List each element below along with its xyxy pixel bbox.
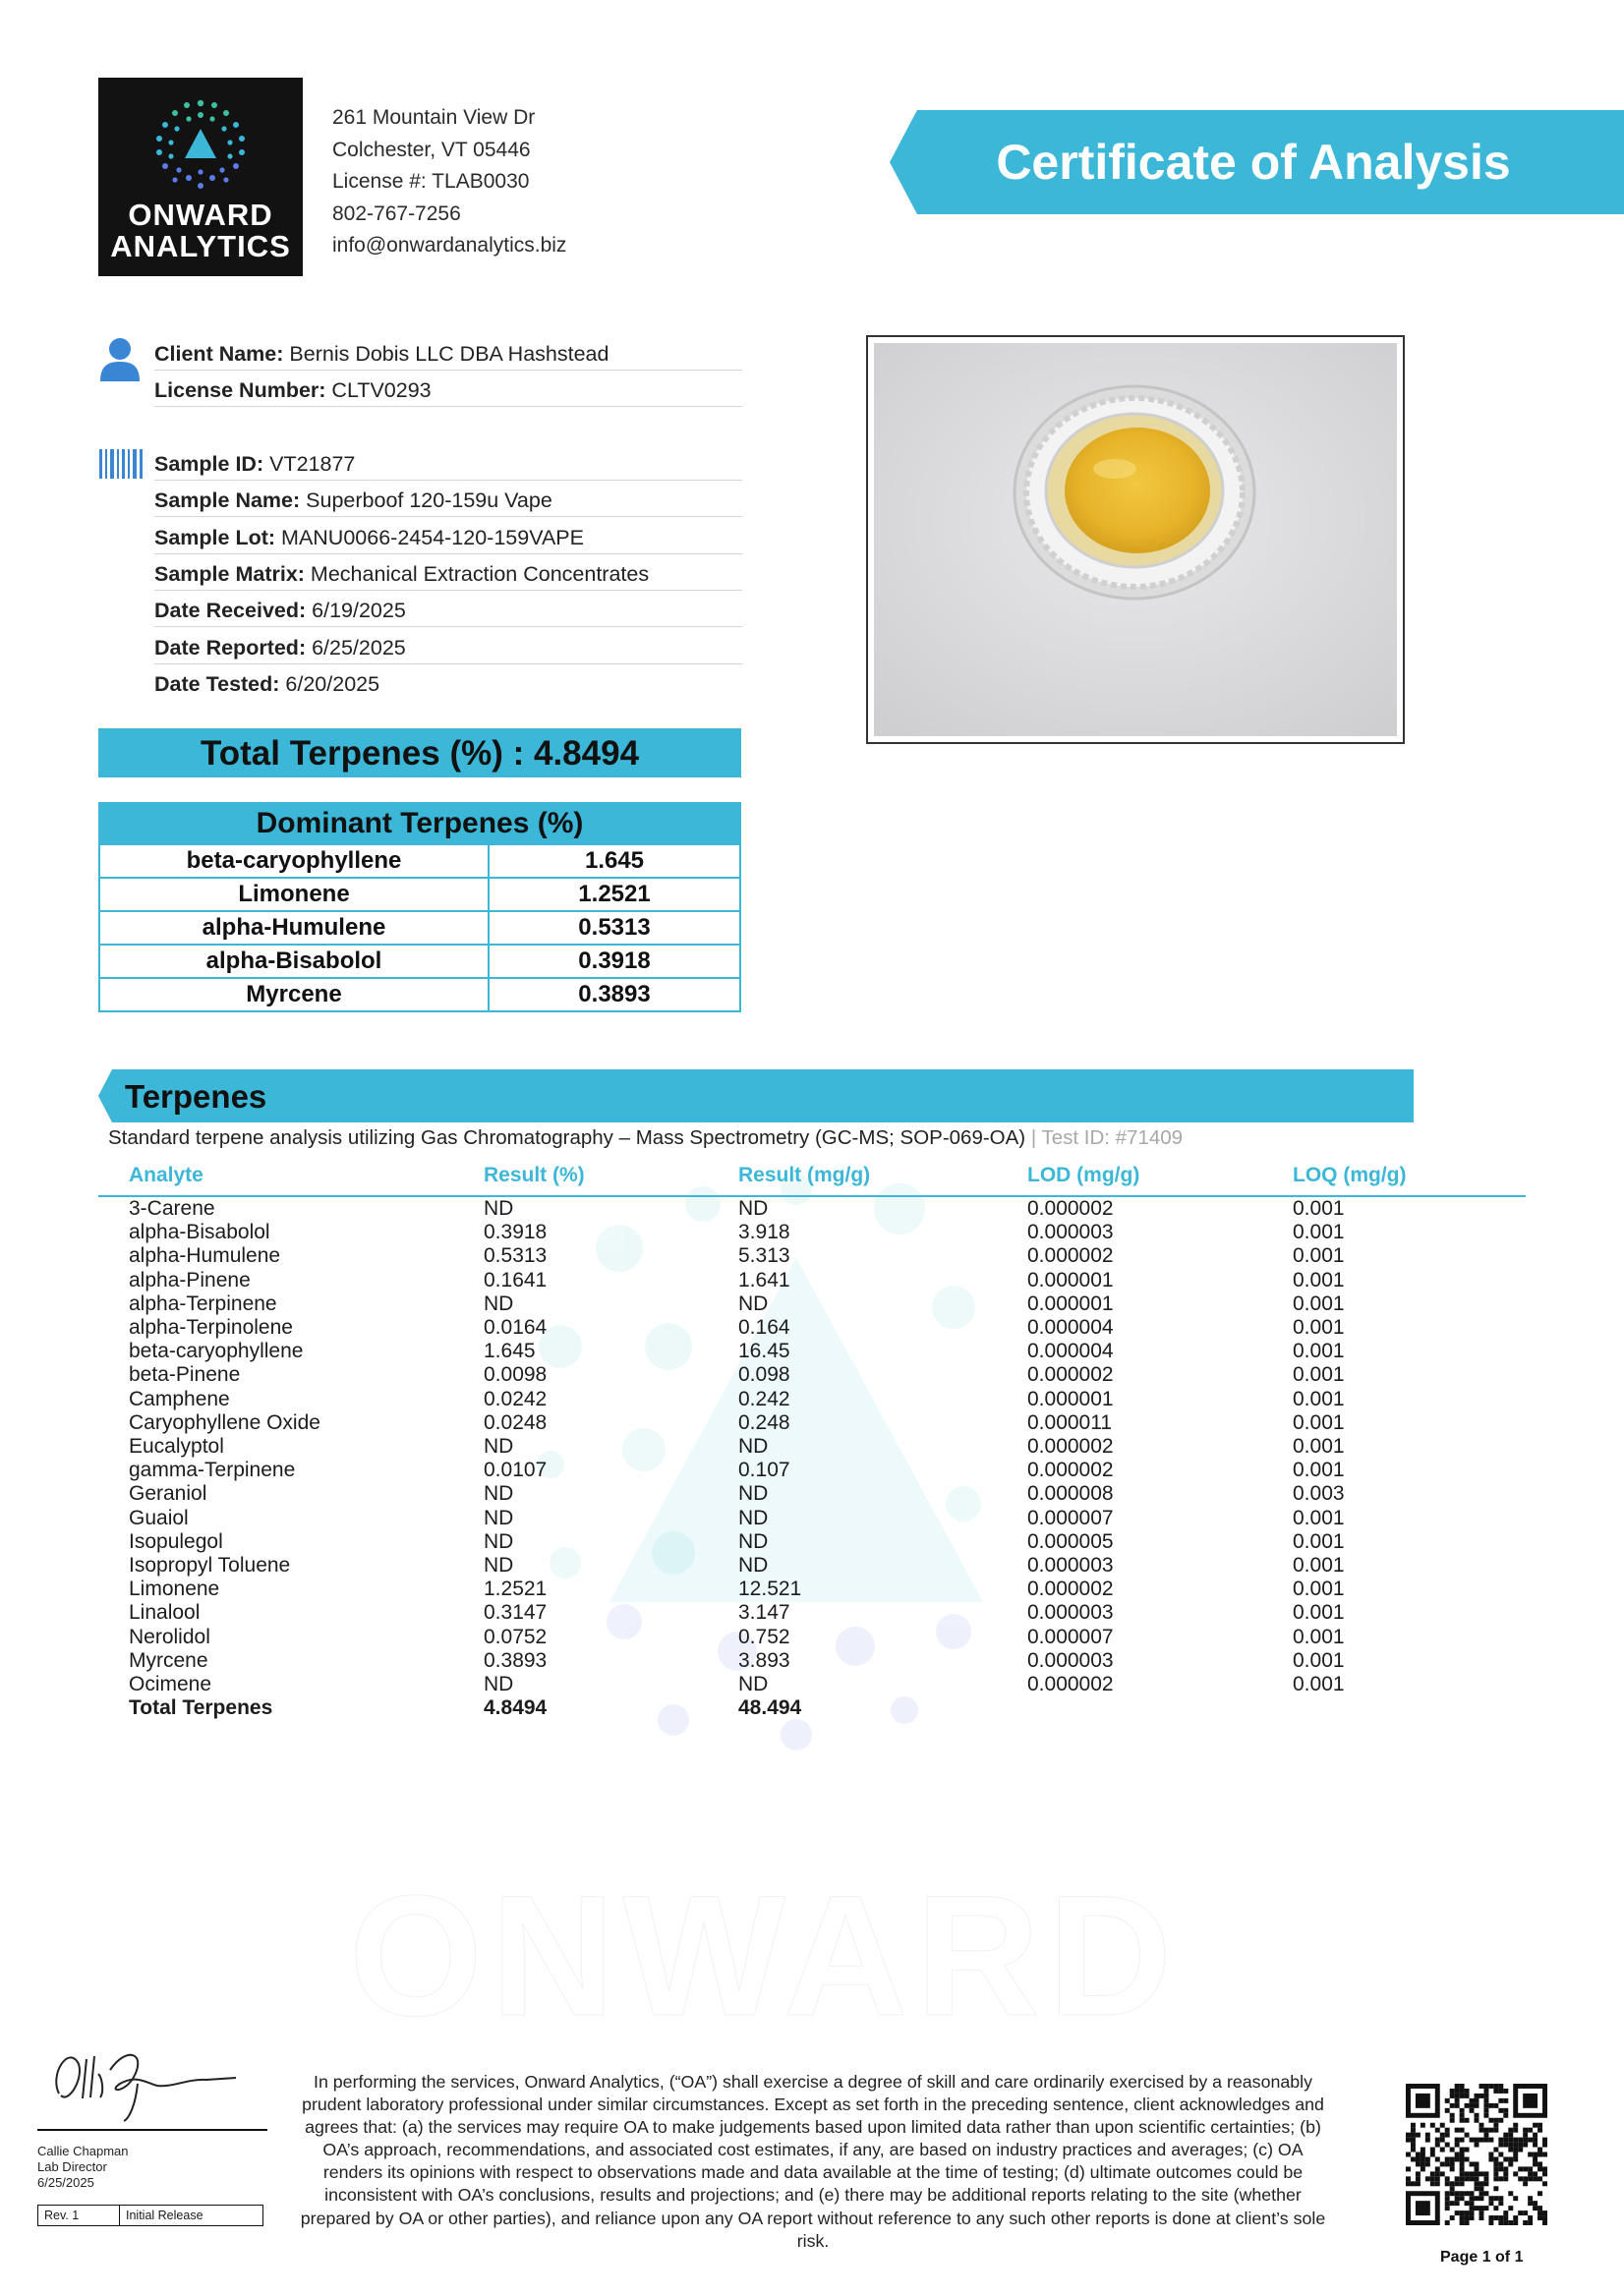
analyte-cell: gamma-Terpinene xyxy=(129,1459,296,1482)
field-value: Bernis Dobis LLC DBA Hashstead xyxy=(289,342,609,366)
barcode-icon xyxy=(99,447,143,481)
field-label: Date Received: xyxy=(154,599,307,622)
logo-dot-pattern-icon xyxy=(145,95,256,194)
result-mg-cell: 0.107 xyxy=(738,1459,790,1482)
field-value: 6/25/2025 xyxy=(312,636,406,660)
lod-cell: 0.000001 xyxy=(1027,1292,1114,1315)
test-id: | Test ID: #71409 xyxy=(1025,1126,1184,1149)
analyte-cell: alpha-Pinene xyxy=(129,1268,251,1292)
lod-cell: 0.000003 xyxy=(1027,1601,1114,1625)
terpene-name: Myrcene xyxy=(99,978,489,1011)
lod-cell: 0.000007 xyxy=(1027,1506,1114,1529)
terpene-name: beta-caryophyllene xyxy=(99,844,489,878)
result-mg-cell: ND xyxy=(738,1673,769,1695)
loq-cell: 0.001 xyxy=(1293,1410,1345,1434)
result-mg-cell: 0.242 xyxy=(738,1387,790,1410)
loq-cell: 0.001 xyxy=(1293,1268,1345,1292)
loq-cell: 0.001 xyxy=(1293,1221,1345,1244)
field-label: License Number: xyxy=(154,378,326,402)
table-row xyxy=(0,1316,1624,1340)
table-row xyxy=(0,1197,1624,1221)
table-row xyxy=(0,1626,1624,1649)
result-percent-cell: 0.3918 xyxy=(484,1221,548,1244)
table-row xyxy=(38,2206,263,2226)
lod-cell: 0.000002 xyxy=(1027,1244,1114,1268)
loq-cell: 0.001 xyxy=(1293,1529,1345,1553)
lod-cell: 0.000002 xyxy=(1027,1363,1114,1387)
lod-cell: 0.000002 xyxy=(1027,1578,1114,1601)
sample-photo-frame xyxy=(866,335,1405,744)
table-row xyxy=(0,1340,1624,1363)
address-phone: 802-767-7256 xyxy=(332,201,461,225)
total-terpenes-summary: Total Terpenes (%) : 4.8494 xyxy=(98,728,741,777)
column-header-lod: LOD (mg/g) xyxy=(1027,1164,1140,1186)
terpene-name: alpha-Humulene xyxy=(99,911,489,945)
result-percent-cell: 0.0242 xyxy=(484,1387,548,1410)
date-reported-row xyxy=(154,628,742,664)
analyte-cell: Myrcene xyxy=(129,1648,208,1672)
field-value: 6/20/2025 xyxy=(285,672,380,696)
loq-cell: 0.001 xyxy=(1293,1292,1345,1315)
loq-cell: 0.003 xyxy=(1293,1482,1345,1506)
sample-id-row xyxy=(154,444,742,481)
field-value: Superboof 120-159u Vape xyxy=(306,488,552,512)
result-mg-cell: 3.893 xyxy=(738,1648,790,1672)
loq-cell: 0.001 xyxy=(1293,1601,1345,1625)
analyte-cell: alpha-Bisabolol xyxy=(129,1221,270,1244)
result-percent-cell: ND xyxy=(484,1673,514,1695)
loq-cell: 0.001 xyxy=(1293,1554,1345,1577)
analyte-cell: beta-caryophyllene xyxy=(129,1340,304,1363)
person-icon xyxy=(98,336,142,383)
table-row xyxy=(99,945,740,978)
address-city: Colchester, VT 05446 xyxy=(332,138,531,161)
analyte-cell: Isopropyl Toluene xyxy=(129,1554,291,1577)
result-percent-cell: ND xyxy=(484,1292,514,1315)
field-label: Sample ID: xyxy=(154,452,264,476)
date-received-row xyxy=(154,591,742,627)
analyte-cell: Eucalyptol xyxy=(129,1435,224,1458)
result-percent-cell: 1.645 xyxy=(484,1340,536,1363)
result-mg-cell: 0.752 xyxy=(738,1625,790,1648)
dominant-terpenes-table xyxy=(98,843,741,1012)
table-row xyxy=(0,1435,1624,1459)
sample-photo xyxy=(874,343,1397,736)
analyte-cell: alpha-Terpinolene xyxy=(129,1316,293,1339)
column-header-result-percent: Result (%) xyxy=(484,1164,585,1186)
legal-disclaimer: In performing the services, Onward Analytics, (“OA”) shall exercise a degree of skill and care ordinarily exercised by a reasonably prudent laboratory professional under similar circumstances. Except as set forth in the preceding sentence, client acknowledges and agrees that: (a) the services may require OA to make judgements based upon limited data rather than upon scientific certainties; (b) OA’s approach, recommendations, and associated cost estimates, if any, are based on industry practices and averages; (c) OA renders its opinions with respect to observations made and data available at the time of testing; (d) ultimate outcomes could be inconsistent with OA’s conclusions, results and projections; and (e) there may be additional reports relating to the site (whether prepared by OA or other parties), and reliance upon any OA report without reference to any such other reports is done at client’s sole risk. xyxy=(300,2072,1326,2251)
analyte-cell: Geraniol xyxy=(129,1482,207,1506)
result-percent-cell: 0.0098 xyxy=(484,1363,548,1387)
result-mg-cell: ND xyxy=(738,1554,769,1577)
result-percent-cell: ND xyxy=(484,1529,514,1553)
lod-cell: 0.000004 xyxy=(1027,1316,1114,1339)
result-mg-cell: 1.641 xyxy=(738,1268,790,1292)
loq-cell: 0.001 xyxy=(1293,1316,1345,1339)
result-percent-cell: 0.3147 xyxy=(484,1601,548,1625)
sample-name-row xyxy=(154,481,742,517)
loq-cell: 0.001 xyxy=(1293,1578,1345,1601)
license-number-row xyxy=(154,371,742,407)
logo-line-2: ANALYTICS xyxy=(110,229,291,263)
result-mg-cell: ND xyxy=(738,1292,769,1315)
terpene-value: 1.2521 xyxy=(489,878,740,911)
analyte-cell: Total Terpenes xyxy=(129,1696,273,1720)
result-mg-cell: 3.147 xyxy=(738,1601,790,1625)
loq-cell: 0.001 xyxy=(1293,1435,1345,1458)
loq-cell: 0.001 xyxy=(1293,1340,1345,1363)
address-license: License #: TLAB0030 xyxy=(332,170,530,193)
page-number: Page 1 of 1 xyxy=(1440,2249,1524,2266)
analyte-cell: Camphene xyxy=(129,1387,230,1410)
terpenes-section-title: Terpenes xyxy=(125,1078,267,1115)
total-row xyxy=(0,1696,1624,1720)
result-percent-cell: 0.3893 xyxy=(484,1648,548,1672)
result-percent-cell: 0.5313 xyxy=(484,1244,548,1268)
director-signature xyxy=(39,2035,246,2123)
lod-cell: 0.000008 xyxy=(1027,1482,1114,1506)
company-logo xyxy=(98,78,303,276)
result-mg-cell: 16.45 xyxy=(738,1340,790,1363)
table-row xyxy=(99,878,740,911)
result-percent-cell: ND xyxy=(484,1506,514,1529)
lod-cell: 0.000002 xyxy=(1027,1435,1114,1458)
result-mg-cell: 5.313 xyxy=(738,1244,790,1268)
result-mg-cell: ND xyxy=(738,1197,769,1220)
table-row xyxy=(0,1482,1624,1506)
analyte-cell: Isopulegol xyxy=(129,1529,223,1553)
result-percent-cell: ND xyxy=(484,1482,514,1506)
result-percent-cell: ND xyxy=(484,1197,514,1220)
terpene-name: alpha-Bisabolol xyxy=(99,945,489,978)
table-row xyxy=(99,844,740,878)
field-value: Mechanical Extraction Concentrates xyxy=(310,562,650,586)
result-mg-cell: ND xyxy=(738,1482,769,1506)
field-label: Date Tested: xyxy=(154,672,280,696)
sample-matrix-row xyxy=(154,554,742,591)
terpenes-section-banner xyxy=(98,1069,1414,1122)
field-label: Sample Matrix: xyxy=(154,562,305,586)
signer-date: 6/25/2025 xyxy=(37,2175,94,2190)
terpene-value: 0.5313 xyxy=(489,911,740,945)
loq-cell: 0.001 xyxy=(1293,1506,1345,1529)
analyte-cell: Caryophyllene Oxide xyxy=(129,1410,320,1434)
table-row xyxy=(0,1411,1624,1435)
result-mg-cell: ND xyxy=(738,1506,769,1529)
address-street: 261 Mountain View Dr xyxy=(332,106,536,129)
lod-cell: 0.000001 xyxy=(1027,1387,1114,1410)
lab-address-block xyxy=(332,102,566,262)
table-row xyxy=(0,1507,1624,1530)
column-header-loq: LOQ (mg/g) xyxy=(1293,1164,1407,1186)
signer-block xyxy=(37,2144,129,2191)
result-mg-cell: 0.248 xyxy=(738,1410,790,1434)
dominant-terpenes-heading: Dominant Terpenes (%) xyxy=(98,802,741,843)
date-tested-row xyxy=(154,664,742,700)
lod-cell: 0.000007 xyxy=(1027,1625,1114,1648)
loq-cell: 0.001 xyxy=(1293,1387,1345,1410)
method-text: Standard terpene analysis utilizing Gas Chromatography – Mass Spectrometry (GC-MS; SOP-069-OA) xyxy=(108,1126,1026,1149)
result-mg-cell: ND xyxy=(738,1529,769,1553)
table-row xyxy=(0,1673,1624,1696)
revision-number: Rev. 1 xyxy=(38,2206,120,2226)
analyte-cell: Linalool xyxy=(129,1601,201,1625)
table-row xyxy=(0,1363,1624,1387)
terpene-value: 0.3918 xyxy=(489,945,740,978)
table-row xyxy=(0,1530,1624,1554)
address-email: info@onwardanalytics.biz xyxy=(332,234,567,257)
column-header-result-mg: Result (mg/g) xyxy=(738,1164,871,1186)
table-row xyxy=(0,1649,1624,1673)
analyte-cell: alpha-Terpinene xyxy=(129,1292,277,1315)
sample-lot-row xyxy=(154,518,742,554)
loq-cell: 0.001 xyxy=(1293,1625,1345,1648)
table-row xyxy=(99,911,740,945)
analyte-cell: Ocimene xyxy=(129,1673,212,1695)
result-percent-cell: ND xyxy=(484,1554,514,1577)
result-percent-cell: 0.0164 xyxy=(484,1316,548,1339)
logo-line-1: ONWARD xyxy=(128,198,273,232)
qr-code-icon xyxy=(1406,2084,1547,2225)
loq-cell: 0.001 xyxy=(1293,1197,1345,1220)
result-mg-cell: 0.098 xyxy=(738,1363,790,1387)
lod-cell: 0.000005 xyxy=(1027,1529,1114,1553)
loq-cell: 0.001 xyxy=(1293,1244,1345,1268)
lod-cell: 0.000011 xyxy=(1027,1410,1113,1434)
result-percent-cell: 0.0752 xyxy=(484,1625,548,1648)
table-row xyxy=(0,1292,1624,1316)
result-percent-cell: 0.0107 xyxy=(484,1459,548,1482)
result-mg-cell: 0.164 xyxy=(738,1316,790,1339)
signer-role: Lab Director xyxy=(37,2159,107,2174)
result-percent-cell: 0.1641 xyxy=(484,1268,548,1292)
terpenes-method-description xyxy=(108,1126,1183,1150)
revision-note: Initial Release xyxy=(120,2206,263,2226)
table-row xyxy=(0,1554,1624,1578)
table-row xyxy=(99,978,740,1011)
loq-cell: 0.001 xyxy=(1293,1673,1345,1695)
loq-cell: 0.001 xyxy=(1293,1459,1345,1482)
lod-cell: 0.000001 xyxy=(1027,1268,1114,1292)
field-value: MANU0066-2454-120-159VAPE xyxy=(281,526,584,549)
field-label: Date Reported: xyxy=(154,636,307,660)
table-row xyxy=(0,1221,1624,1244)
field-label: Sample Name: xyxy=(154,488,301,512)
lod-cell: 0.000002 xyxy=(1027,1673,1114,1695)
field-value: CLTV0293 xyxy=(331,378,432,402)
analyte-cell: Nerolidol xyxy=(129,1625,210,1648)
result-mg-cell: 12.521 xyxy=(738,1578,802,1601)
result-mg-cell: ND xyxy=(738,1435,769,1458)
result-percent-cell: ND xyxy=(484,1435,514,1458)
table-row xyxy=(0,1459,1624,1482)
result-percent-cell: 4.8494 xyxy=(484,1696,548,1720)
analyte-cell: 3-Carene xyxy=(129,1197,215,1220)
field-label: Sample Lot: xyxy=(154,526,276,549)
table-row xyxy=(0,1388,1624,1411)
lod-cell: 0.000003 xyxy=(1027,1221,1114,1244)
table-row xyxy=(0,1601,1624,1625)
lod-cell: 0.000004 xyxy=(1027,1340,1114,1363)
terpene-value: 1.645 xyxy=(489,844,740,878)
lod-cell: 0.000003 xyxy=(1027,1648,1114,1672)
loq-cell: 0.001 xyxy=(1293,1363,1345,1387)
client-name-row xyxy=(154,334,742,371)
result-percent-cell: 0.0248 xyxy=(484,1410,548,1434)
field-value: 6/19/2025 xyxy=(312,599,406,622)
result-mg-cell: 3.918 xyxy=(738,1221,790,1244)
table-row xyxy=(0,1269,1624,1292)
analyte-cell: beta-Pinene xyxy=(129,1363,241,1387)
table-row xyxy=(0,1578,1624,1601)
field-value: VT21877 xyxy=(269,452,356,476)
lod-cell: 0.000002 xyxy=(1027,1197,1114,1220)
analyte-cell: Guaiol xyxy=(129,1506,189,1529)
result-mg-cell: 48.494 xyxy=(738,1696,802,1720)
document-title: Certificate of Analysis xyxy=(996,135,1511,190)
lod-cell: 0.000002 xyxy=(1027,1459,1114,1482)
terpene-name: Limonene xyxy=(99,878,489,911)
signer-name: Callie Chapman xyxy=(37,2144,129,2158)
signature-line xyxy=(37,2129,267,2131)
terpene-value: 0.3893 xyxy=(489,978,740,1011)
column-header-analyte: Analyte xyxy=(129,1164,203,1186)
revision-table xyxy=(37,2205,263,2226)
watermark-text: ONWARD xyxy=(349,1861,1181,2052)
result-percent-cell: 1.2521 xyxy=(484,1578,548,1601)
table-row xyxy=(0,1244,1624,1268)
lod-cell: 0.000003 xyxy=(1027,1554,1114,1577)
field-label: Client Name: xyxy=(154,342,284,366)
analyte-cell: alpha-Humulene xyxy=(129,1244,281,1268)
loq-cell: 0.001 xyxy=(1293,1648,1345,1672)
analyte-cell: Limonene xyxy=(129,1578,220,1601)
